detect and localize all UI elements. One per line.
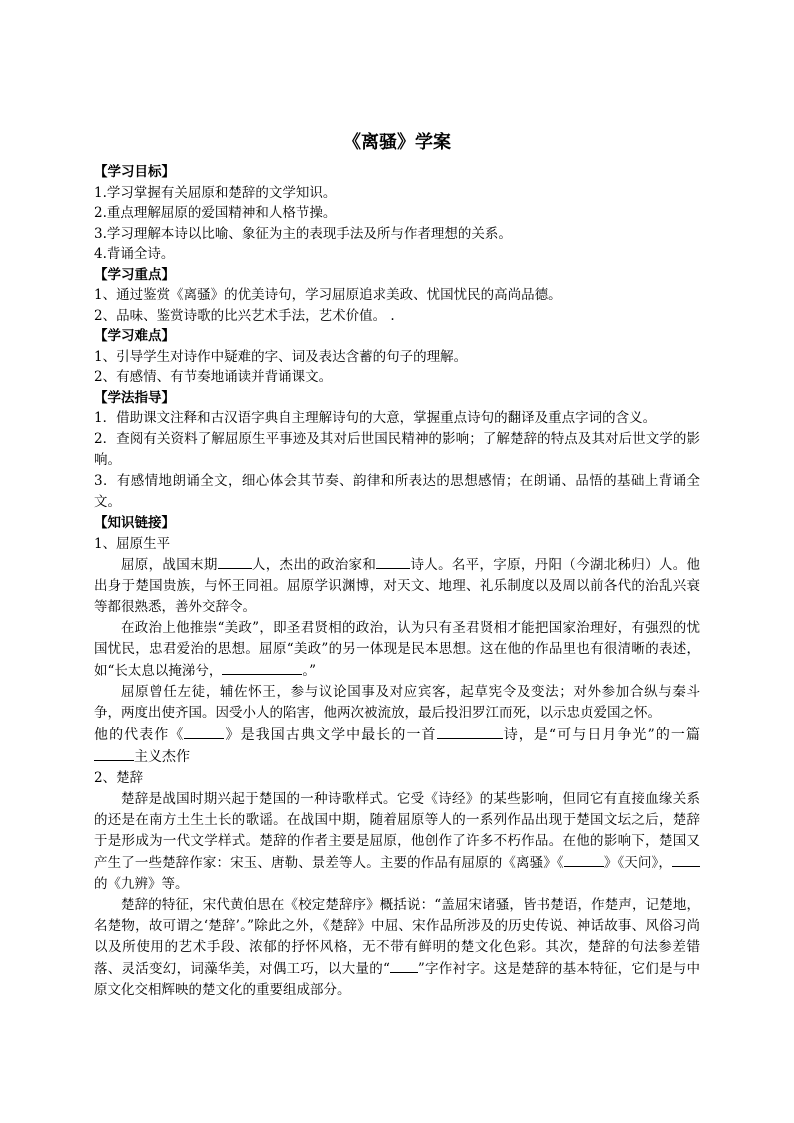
- keypoint-item: 1、通过鉴赏《离骚》的优美诗句，学习屈原追求美政、忧国忧民的高尚品德。: [94, 287, 562, 303]
- paragraph-meizheng: [94, 618, 700, 682]
- text-span: 的《九辨》等。: [94, 875, 189, 892]
- text-span: 。”: [302, 663, 317, 679]
- paragraph-quyuan-intro: [94, 554, 700, 618]
- difficulty-item: 2、有感情、有节奏地诵读并背诵课文。: [94, 369, 333, 385]
- paragraph-chuci-origin: [94, 789, 700, 895]
- paragraph-masterpiece: [94, 724, 700, 768]
- document-title: 《离骚》学案: [343, 132, 451, 153]
- paragraph-career: 屈原曾任左徒，辅佐怀王，参与议论国事及对应宾客，起草宪令及变法；对外参加合纵与秦斗争，两度出使齐国。因受小人的陷害，他两次被流放，最后投汨罗江而死，以示忠贞爱国之怀。: [94, 684, 700, 721]
- text-span: 人，杰出的政治家和: [251, 557, 377, 573]
- text-span: 诗人。名平，字原，丹阳（今湖北秭归）人。他出身于楚国贵族，与怀王同祖。屈原学识渊博，对天文、地理、礼乐制度以及周以前各代的治乱兴衰等都很熟悉，善外交辞令。: [94, 557, 701, 615]
- text-span: 主义杰作: [134, 749, 190, 765]
- methods-heading: 【学法指导】: [94, 389, 175, 406]
- text-span: 他的代表作《: [94, 727, 185, 743]
- difficulty-item: 1、引导学生对诗作中疑难的字、词及表达含蓄的句子的理解。: [94, 348, 468, 365]
- fill-blank[interactable]: [437, 724, 503, 739]
- method-item: 3．有感情地朗诵全文，细心体会其节奏、韵律和所表达的思想感情；在朗诵、品悟的基础上背诵全文。: [94, 473, 700, 510]
- text-span: 诗，是“可与日月争光”的一篇: [502, 727, 701, 743]
- document-page: [94, 130, 700, 1001]
- text-span: 》是我国古典文学中最长的一首: [224, 727, 437, 743]
- fill-blank[interactable]: [672, 852, 700, 867]
- fill-blank[interactable]: [94, 746, 134, 761]
- fill-blank[interactable]: [218, 554, 252, 569]
- method-item: 2．查阅有关资料了解屈原生平事迹及其对后世国民精神的影响；了解楚辞的特点及其对后世文学的影响。: [94, 431, 700, 468]
- paragraph-chuci-features: [94, 895, 700, 1001]
- keypoint-item: 2、品味、鉴赏诗歌的比兴艺术手法，艺术价值。 .: [94, 307, 395, 324]
- fill-blank[interactable]: [184, 724, 224, 739]
- objective-item: 1.学习掌握有关屈原和楚辞的文学知识。: [94, 184, 337, 201]
- subsection-title: 1、屈原生平: [94, 535, 171, 552]
- fill-blank[interactable]: [390, 958, 418, 973]
- fill-blank[interactable]: [376, 554, 410, 569]
- objective-item: 3.学习理解本诗以比喻、象征为主的表现手法及所与作者理想的关系。: [94, 225, 512, 242]
- method-item: 1．借助课文注释和古汉语字典自主理解诗句的大意，掌握重点诗句的翻译及重点字词的含义。: [94, 410, 657, 426]
- fill-blank[interactable]: [222, 660, 302, 675]
- objective-item: 2.重点理解屈原的爱国精神和人格节操。: [94, 205, 337, 221]
- difficulties-heading: 【学习难点】: [94, 328, 175, 344]
- objective-item: 4.背诵全诗。: [94, 246, 175, 262]
- links-heading: 【知识链接】: [94, 515, 175, 531]
- text-span: 楚辞是战国时期兴起于楚国的一种诗歌样式。它受《诗经》的某些影响，但同它有直接血缘关系的还是在南方土生土长的歌谣。在战国中期，随着屈原等人的一系列作品出现于楚国文坛之后，楚辞于是形成为一代文学样式。楚辞的作者主要是屈原，他创作了许多不朽作品。在他的影响下，楚国又产生了一些楚辞作家：宋玉、唐勒、景差等人。主要的作品有屈原的《离骚》《: [94, 790, 700, 871]
- keypoints-heading: 【学习重点】: [94, 266, 175, 283]
- objectives-heading: 【学习目标】: [94, 164, 175, 180]
- text-span: ”字作衬字。这是楚辞的基本特征，它们是与中原文化交相辉映的楚文化的重要组成部分。: [94, 960, 700, 998]
- fill-blank[interactable]: [564, 852, 604, 867]
- text-span: 楚辞的特征，宋代黄伯思在《校定楚辞序》概括说：“盖屈宋诸骚，皆书楚语，作楚声，记楚地，名楚物，故可谓之‘楚辞’。”除此之外，《楚辞》中屈、宋作品所涉及的历史传说、神话故事、风俗习尚以及所使用的艺术手段、浓郁的抒怀风格，无不带有鲜明的楚文化色彩。其次，楚辞的句法参差错落、灵活变幻，词藻华美，对偶工巧，以大量的“: [94, 896, 700, 977]
- text-span: 在政治上他推崇“美政”，即圣君贤相的政治，认为只有圣君贤相才能把国家治理好，有强烈的忧国忧民，忠君爱治的思想。屈原“美政”的另一体现是民本思想。这在他的作品里也有很清晰的表述，如“长太息以掩涕兮，: [94, 620, 700, 679]
- text-span: 屈原，战国末期: [121, 557, 218, 573]
- subsection-title: 2、楚辞: [94, 770, 144, 786]
- text-span: 》《天问》，: [603, 854, 673, 871]
